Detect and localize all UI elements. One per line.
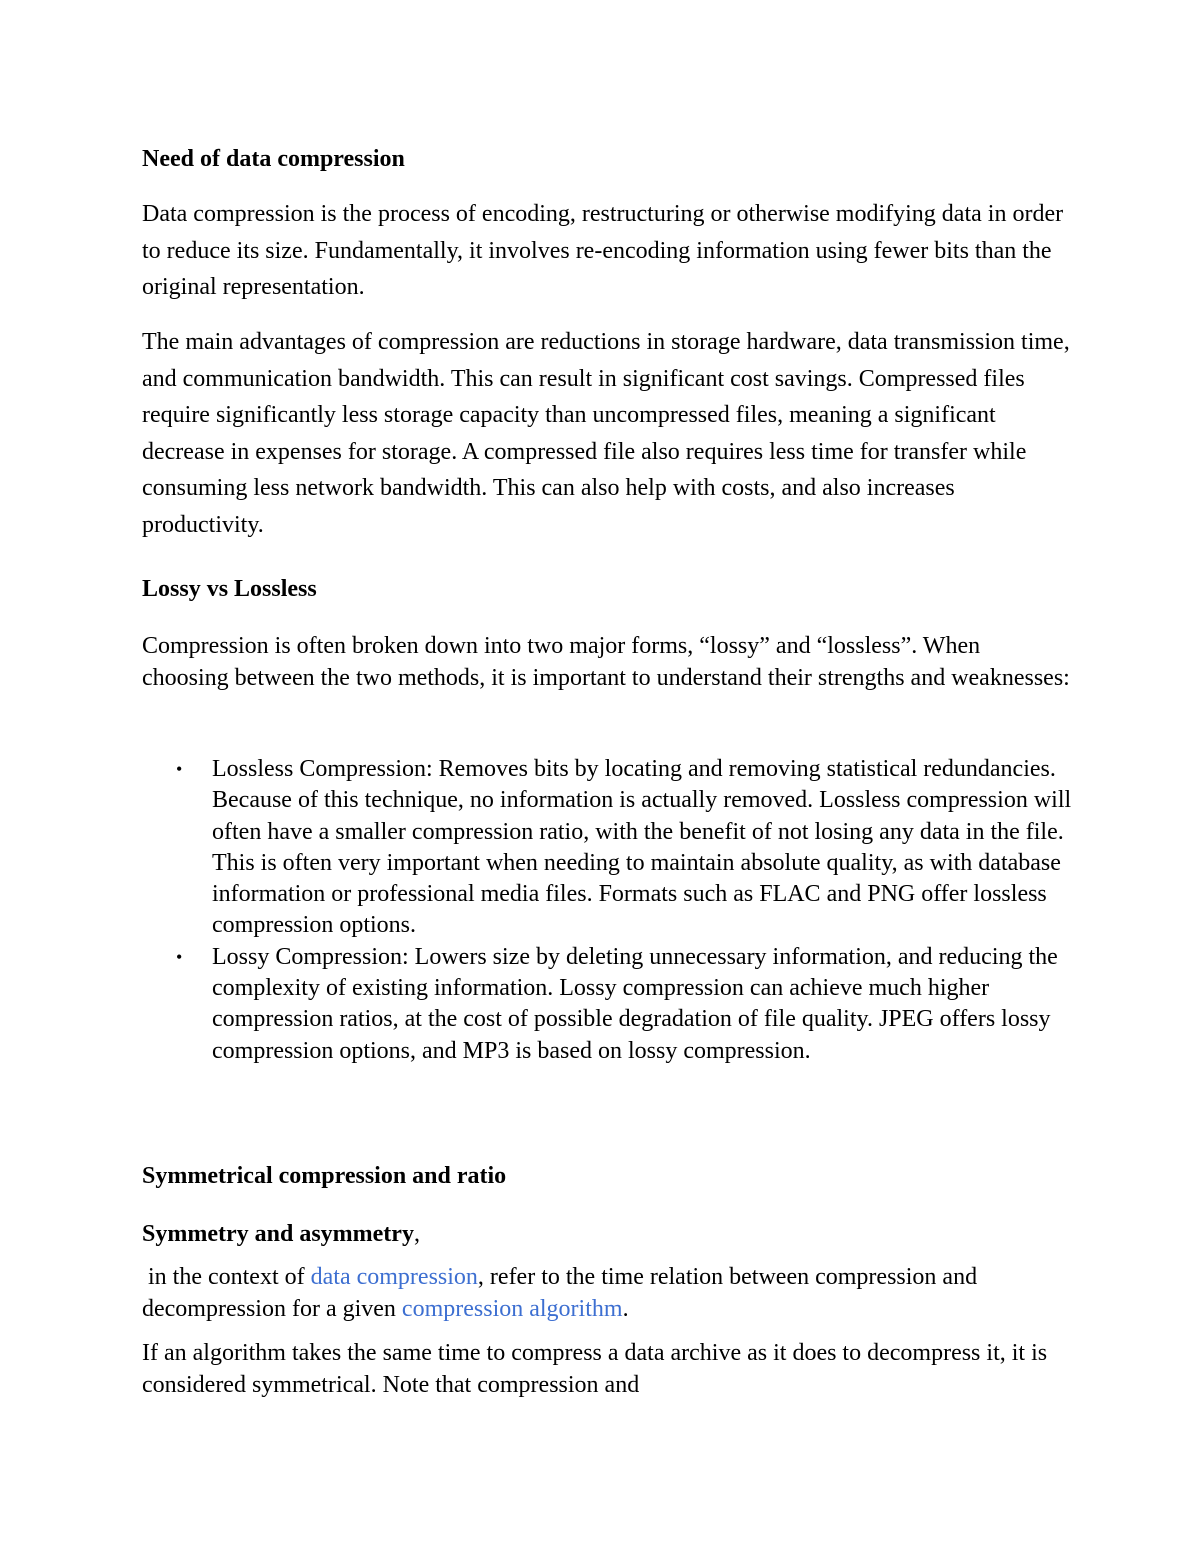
list-item-lossy	[142, 942, 1072, 1067]
paragraph-symmetry-context	[142, 1262, 1082, 1325]
bullet-icon: •	[176, 946, 183, 967]
paragraph-definition: Data compression is the process of encoding, restructuring or otherwise modifying data in order to reduce its size. Fundamentally, it involves re-encoding information using fewer bits than the original representation.	[142, 201, 1064, 300]
subheading-symmetry-bold: Symmetry and asymmetry	[142, 1221, 414, 1247]
compression-types-list	[142, 754, 1072, 1067]
list-item-text: Lossless Compression: Removes bits by locating and removing statistical redundancies. Because of this technique, no information is actually removed. Lossless compression will often have a smaller compression ratio, with the benefit of not losing any data in the file. This is often very important when needing to maintain absolute quality, as with database information or professional media files. Formats such as FLAC and PNG offer lossless compression options.	[212, 756, 1072, 939]
context-text-2: , refer to the time relation between compression and decompression for a given	[142, 1264, 978, 1322]
bullet-icon: •	[176, 759, 183, 779]
context-text-1: in the context of	[142, 1264, 311, 1290]
subheading-symmetry	[142, 1219, 1072, 1249]
list-item-lossless	[142, 754, 1072, 942]
list-item-text: Lossy Compression: Lowers size by deleting unnecessary information, and reducing the complexity of existing information. Lossy compression can achieve much higher compression ratios, at the cost of possible degradation of file quality. JPEG offers lossy compression options, and MP3 is based on lossy compression.	[212, 943, 1058, 1064]
heading-need-of-data-compression: Need of data compression	[142, 146, 405, 172]
heading-lossy-vs-lossless: Lossy vs Lossless	[142, 576, 317, 602]
paragraph-symmetrical-definition: If an algorithm takes the same time to compress a data archive as it does to decompress it, it is considered symmetrical. Note that compression and	[142, 1340, 1048, 1398]
paragraph-compression-forms: Compression is often broken down into two major forms, “lossy” and “lossless”. When choosing between the two methods, it is important to understand their strengths and weaknesses:	[142, 633, 1070, 691]
heading-symmetrical-compression: Symmetrical compression and ratio	[142, 1163, 507, 1189]
context-text-3: .	[622, 1295, 629, 1322]
subheading-symmetry-suffix: ,	[413, 1221, 420, 1247]
paragraph-advantages: The main advantages of compression are reductions in storage hardware, data transmission time, and communication bandwidth. This can result in significant cost savings. Compressed files require significantly less storage capacity than uncompressed files, meaning a significant decrease in expenses for storage. A compressed file also requires less time for transfer while consuming less network bandwidth. This can also help with costs, and also increases productivity.	[142, 329, 1070, 538]
link-compression-algorithm[interactable]: compression algorithm	[401, 1295, 623, 1322]
link-data-compression[interactable]: data compression	[310, 1264, 478, 1290]
